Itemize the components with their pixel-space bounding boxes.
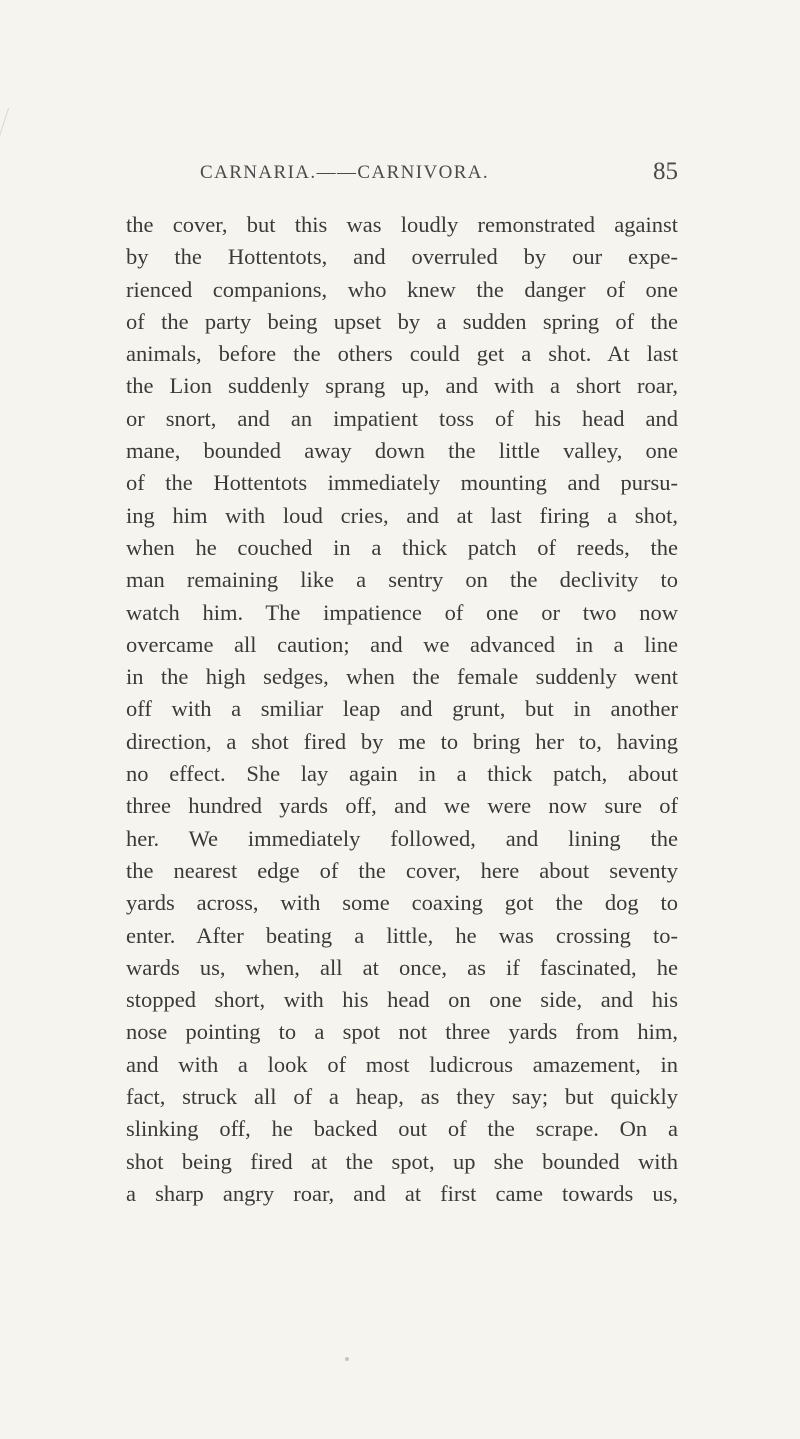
- running-head: [200, 158, 678, 198]
- text-line: or snort, and an impatient toss of his head and: [126, 405, 678, 431]
- text-line: shot being fired at the spot, up she bounded with: [126, 1148, 678, 1174]
- text-line: no effect. She lay again in a thick patch, about: [126, 761, 678, 787]
- text-line: when he couched in a thick patch of reeds, the: [126, 534, 678, 560]
- text-line: off with a smiliar leap and grunt, but in another: [126, 696, 678, 722]
- text-line: the Lion suddenly sprang up, and with a short roar,: [126, 373, 678, 399]
- text-line: animals, before the others could get a shot. At last: [126, 341, 678, 367]
- text-line: watch him. The impatience of one or two now: [126, 599, 678, 625]
- page-edge-mark: [0, 108, 23, 158]
- text-line: the cover, but this was loudly remonstrated against: [126, 212, 678, 237]
- text-line: stopped short, with his head on one side, and his: [126, 987, 678, 1013]
- text-line: ing him with loud cries, and at last firing a shot,: [126, 502, 678, 528]
- text-line: mane, bounded away down the little valley, one: [126, 438, 678, 464]
- page-number: 85: [653, 158, 678, 185]
- text-line: in the high sedges, when the female suddenly went: [126, 664, 678, 690]
- text-line: wards us, when, all at once, as if fascinated, he: [126, 954, 678, 980]
- text-line: overcame all caution; and we advanced in a line: [126, 631, 678, 657]
- ink-speck: [345, 1357, 349, 1361]
- text-line: nose pointing to a spot not three yards from him,: [126, 1019, 678, 1045]
- text-line: of the Hottentots immediately mounting and pursu-: [126, 470, 678, 496]
- text-line: three hundred yards off, and we were now sure of: [126, 793, 678, 819]
- text-line: by the Hottentots, and overruled by our expe-: [126, 244, 678, 270]
- text-line: the nearest edge of the cover, here about seventy: [126, 857, 678, 883]
- text-line: of the party being upset by a sudden spring of the: [126, 308, 678, 334]
- text-line: and with a look of most ludicrous amazement, in: [126, 1051, 678, 1077]
- text-line: man remaining like a sentry on the declivity to: [126, 567, 678, 593]
- text-line: direction, a shot fired by me to bring her to, having: [126, 728, 678, 754]
- text-line: slinking off, he backed out of the scrape. On a: [126, 1116, 678, 1142]
- text-line: rienced companions, who knew the danger of one: [126, 276, 678, 302]
- running-title: CARNARIA.——CARNIVORA.: [200, 162, 490, 183]
- text-line: her. We immediately followed, and lining the: [126, 825, 678, 851]
- text-line: a sharp angry roar, and at first came towards us,: [126, 1180, 678, 1206]
- text-line: fact, struck all of a heap, as they say; but quickly: [126, 1084, 678, 1110]
- body-text: [126, 209, 678, 1210]
- text-line: yards across, with some coaxing got the dog to: [126, 890, 678, 916]
- text-line: enter. After beating a little, he was crossing to-: [126, 922, 678, 948]
